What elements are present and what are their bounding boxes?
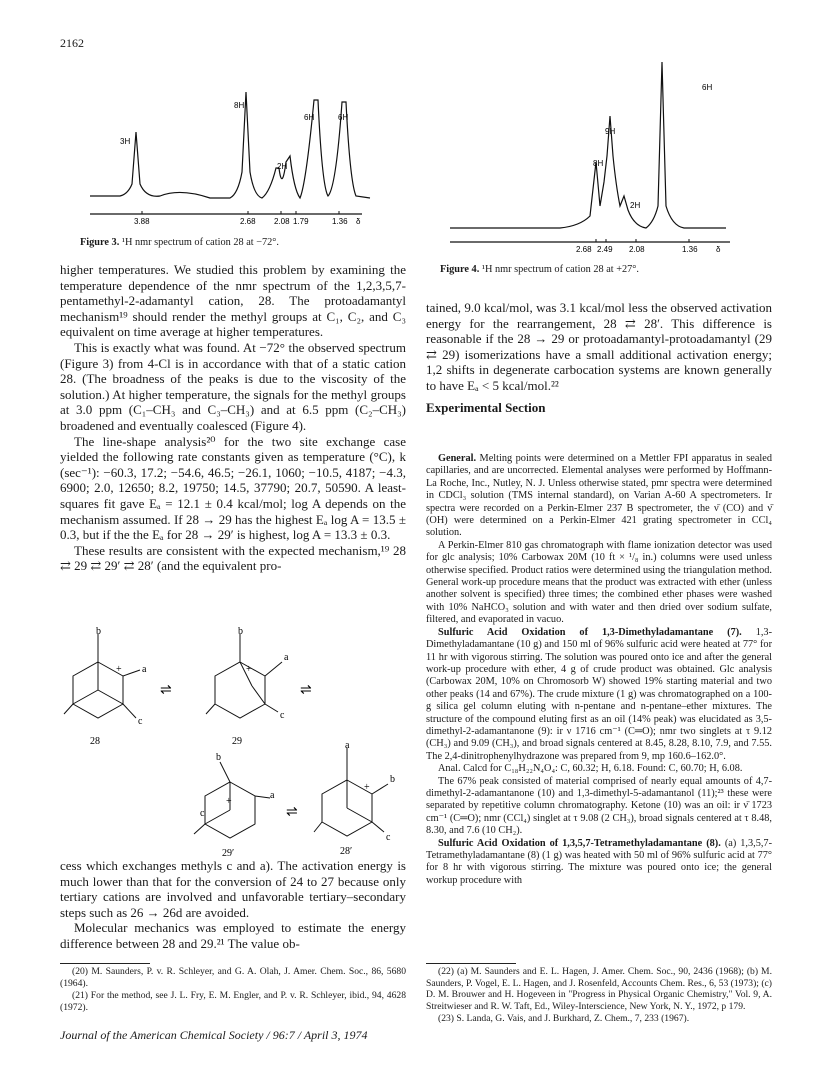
structure-29 [206,626,289,747]
svg-text:+: + [116,664,122,675]
fig3-tick-1: 3.88 [134,217,150,226]
figure3-caption-text: ¹H nmr spectrum of cation 28 at −72°. [121,237,279,248]
left-paragraph-2: This is exactly what was found. At −72° the observed spectrum (Figure 3) from 4-Cl is in accordance with that of a static cation 28. (The broadness of the peaks is due to the viscosity of the solution.) At higher temperature, the signals for the methyl groups at 3.0 ppm (C₁–CH₃ and C₃–CH₃) and at 6.5 ppm (C₂–CH₃) broadened and eventually coalesced (Figure 4). [60,339,406,433]
fig3-tick-3: 2.08 [274,217,290,226]
left-paragraph-3: The line-shape analysis²⁰ for the two site exchange case yielded the following rate constants given as temperature (°C), k (sec⁻¹): −60.3, 17.2; −54.6, 46.5; −26.1, 1060; −10.5, 4187; −4.3, 6900; 2.0, 12650; 8.2, 19750; 14.5, 37790; 20.7, 50590. A least-squares fit gave Eₐ = 12.1 ± 0.4 kcal/mol; log A depends on the mechanism assumed. If 28 → 29 has the highest Eₐ log A = 13.5 ± 0.3, but if the the Eₐ for 28 → 29′ is highest, log A = 13.3 ± 0.3. [60,433,406,543]
left-paragraph-1: higher temperatures. We studied this problem by examining the temperature dependence of the nmr spectrum of the 1,2,3,5,7-pentamethyl-2-adamantyl cation, 28. The protoadamantyl mechanism¹⁹ should render the methyl groups at C₁, C₂, and C₃ equivalent on time average at higher temperatures. [60,262,406,340]
journal-footer: Journal of the American Chemical Society / 96:7 / April 3, 1974 [60,1028,368,1042]
fig4-tick-3: 2.08 [629,245,645,254]
svg-text:b: b [238,626,243,637]
fig3-tick-4: 1.79 [293,217,309,226]
svg-text:a: a [270,790,275,801]
figure3-caption [80,237,279,248]
experimental-heading: Experimental Section [426,399,546,415]
fig3-peak-6h-b: 6H [338,113,349,122]
fig4-tick-delta: δ [716,245,721,254]
right-column-intro [426,300,772,421]
right-paragraph-1: tained, 9.0 kcal/mol, was 3.1 kcal/mol less the observed activation energy for the rearrangement, 28 ⇄ 28′. This difference is reasonable if the 28 → 29 or protoadamantyl-protoadamantyl (29 ⇄ 29) isomerizations have a small additional activation energy; 1,2 shifts in degenerate carbocation systems are known generally to have Eₐ < 5 kcal/mol.²² [426,300,772,393]
svg-text:29′: 29′ [222,848,235,856]
right-footnotes [426,966,772,1026]
fig4-tick-2: 2.49 [597,245,613,254]
fig3-peak-2h: 2H [277,162,288,171]
fig3-tick-2: 2.68 [240,217,256,226]
figure4-caption-text: ¹H nmr spectrum of cation 28 at +27°. [481,264,639,275]
equilibrium-arrow-3: ⇌ [286,805,298,820]
sulfuric-2-heading: Sulfuric Acid Oxidation of 1,3,5,7-Tetramethyladamantane (8). [438,837,721,849]
peak67-paragraph: The 67% peak consisted of material comprised of nearly equal amounts of 4,7-dimethyl-2-adamantanone (10) and 1,3-dimethyl-5-adamantanol (11);²³ these were separated by repetitive column chromatography. Ketone (10) was an oil: ir ν̄ 1723 cm⁻¹ (C═O); nmr (CCl₄) singlet at τ 9.08 (2 CH₃), broad signals centered at τ 8.48, 8.30, and 7.6 (10 CH₂). [426,775,772,837]
svg-text:c: c [280,710,285,721]
left-paragraph-4: These results are consistent with the expected mechanism,¹⁹ 28 ⇄ 29 ⇄ 29′ ⇄ 28′ (and the equivalent pro- [60,542,406,574]
left-paragraph-6: Molecular mechanics was employed to estimate the energy difference between 28 and 29.²¹ The value ob- [60,920,406,951]
equilibrium-arrow-1: ⇌ [160,683,172,698]
footnote-rule-right [426,963,516,964]
svg-text:b: b [216,752,221,763]
footnote-22: (22) (a) M. Saunders and E. L. Hagen, J. Amer. Chem. Soc., 90, 2436 (1968); (b) M. Saunders, P. Vogel, E. L. Hagen, and J. Rosenfeld, Accounts Chem. Res., 6, 53 (1973); (c) D. M. Brouwer and H. Hogeveen in "Progress in Physical Organic Chemistry," Vol. 9, A. Streitwieser and R. W. Taft, Ed., Wiley-Interscience, New York, N. Y., 1972, p 179. [426,966,772,1012]
figure3-spectrum [80,72,380,232]
left-footnotes [60,966,406,1014]
analysis-paragraph: Anal. Calcd for C₁₈H₂₂N₄O₄: C, 60.32; H, 6.18. Found: C, 60.70; H, 6.08. [438,763,743,775]
fig4-peak-6h: 6H [702,83,713,92]
footnote-20: (20) M. Saunders, P. v. R. Schleyer, and G. A. Olah, J. Amer. Chem. Soc., 86, 5680 (1964). [60,966,406,989]
fig3-peak-6h-a: 6H [304,113,315,122]
left-column-bottom [60,858,406,952]
left-column-top [60,262,406,574]
footnote-rule-left [60,963,150,964]
carbocation-structures [60,626,406,856]
structure-29-prime [194,752,275,856]
svg-text:a: a [345,740,350,751]
experimental-section [426,453,772,887]
footnote-23: (23) S. Landa, G. Vais, and J. Burkhard, Z. Chem., 7, 233 (1967). [438,1013,690,1024]
sulfuric-1-text: 1,3-Dimethyladamantane (10 g) and 150 ml of 96% sulfuric acid were heated at 77° for 11 hr with vigorous stirring. The solution was poured onto ice and after the general work-up procedure with ether, 4 g of crude product was obtained. Glc analysis (Carbowax 20M, 10% on Chromosorb W) showed 19% starting material and two other peaks (14 and 67%). The crude mixture (1 g) was chromatographed on a 100-g silica gel column eluting with n-pentane and n-pentane–ether mixtures. The structure of the compound eluting first as an oil (14% peak) was elucidated as 3,5-dimethyl-2-adamantanone (9): ir ν 1716 cm⁻¹ (C═O); nmr two singlets at τ 9.12 (CH₃) and 9.09 (CH₃), and broad signals centered at 8.45, 8.28, 8.10, 7.9, and 7.55. The 2,4-dinitrophenylhydrazone was prepared from 9, mp 160.6–162.0°. [426,626,773,762]
svg-text:c: c [138,716,143,727]
svg-text:29: 29 [232,736,242,747]
page-number: 2162 [60,36,84,50]
fig4-tick-1: 2.68 [576,245,592,254]
svg-text:+: + [226,796,232,807]
glc-paragraph: A Perkin-Elmer 810 gas chromatograph with flame ionization detector was used for glc analysis; 10% Carbowax 20M (10 ft × ¹/₈ in.) columns were used unless otherwise specified. Product ratios were determined using the triangulation method. General work-up procedure means that the product was extracted with ether (unless another solvent is specified) three times; the combined ether phases were washed with 10% NaHCO₃ solution and with water and then dried over sodium sulfate, filtered, and evaporated in vacuo. [426,539,772,626]
fig3-peak-3h: 3H [120,137,131,146]
svg-text:28: 28 [90,736,100,747]
figure4-caption [440,264,639,275]
general-label: General. [438,453,477,464]
svg-text:b: b [390,774,395,785]
fig3-tick-5: 1.36 [332,217,348,226]
fig4-peak-2h: 2H [630,201,641,210]
footnote-21: (21) For the method, see J. L. Fry, E. M. Engler, and P. v. R. Schleyer, ibid., 94, 4628 (1972). [60,990,406,1013]
svg-text:a: a [284,652,289,663]
svg-text:c: c [386,832,391,843]
sulfuric-2-text: (a) 1,3,5,7-Tetramethyladamantane (8) (1 g) was heated with 50 ml of 96% sulfuric acid at 77° for 8 hr with vigorous stirring. The mixture was poured onto ice; the general workup procedure with [426,837,773,886]
fig3-peak-8h: 8H [234,101,245,110]
sulfuric-1-heading: Sulfuric Acid Oxidation of 1,3-Dimethyladamantane (7). [438,626,742,638]
structure-28 [64,626,147,747]
fig3-tick-delta: δ [356,217,361,226]
fig4-tick-4: 1.36 [682,245,698,254]
figure4-spectrum [440,56,740,260]
svg-text:a: a [142,664,147,675]
svg-text:+: + [246,664,252,675]
figure3-label: Figure 3. [80,237,120,248]
svg-text:c: c [200,808,205,819]
svg-text:b: b [96,626,101,637]
equilibrium-arrow-2: ⇌ [300,683,312,698]
structure-28-prime [314,740,395,856]
fig4-peak-9h: 9H [605,127,616,136]
left-paragraph-5: cess which exchanges methyls c and a). The activation energy is much lower than that for the conversion of 24 to 27 because only tertiary cations are involved and unfavorable tertiary–secondary steps such as 26 → 26d are avoided. [60,858,406,920]
svg-text:+: + [364,782,370,793]
svg-text:28′: 28′ [340,846,353,856]
general-text: Melting points were determined on a Mettler FPI apparatus in sealed capillaries, and are uncorrected. Elemental analyses were performed by Hoffmann-La Roche, Inc., Nutley, N. J. Unless otherwise stated, pmr spectra were determined in CDCl₃ solution (TMS internal standard), on Varian A-60 A spectrometers. Ir spectra were recorded on a Perkin-Elmer 237 B spectrometer, the ν̄ (CO) and ν̄ (OH) were determined on a Perkin-Elmer 421 grating spectrometer in CCl₄ solution. [426,453,772,539]
fig4-peak-8h: 8H [593,159,604,168]
figure4-label: Figure 4. [440,264,480,275]
